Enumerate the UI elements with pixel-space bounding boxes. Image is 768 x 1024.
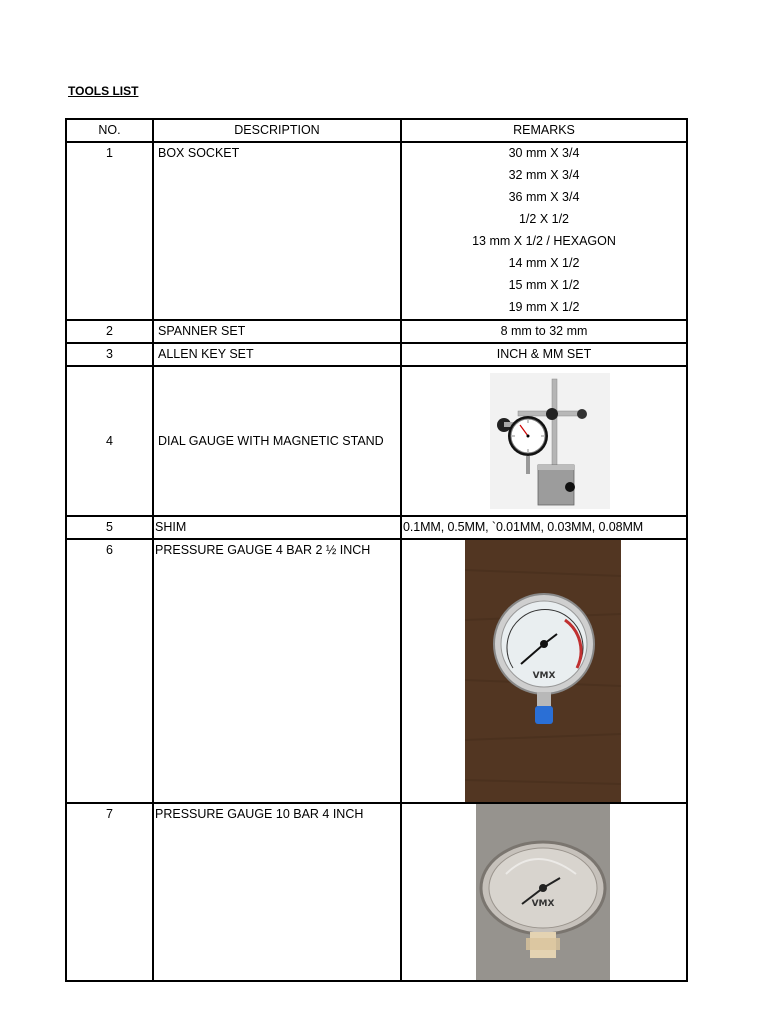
remark-line: 32 mm X 3/4 [508,168,580,182]
table-row [66,516,687,539]
table-row [66,343,687,366]
remark-line: 1/2 X 1/2 [518,212,570,226]
row-remarks [401,803,687,981]
header-remarks: REMARKS [401,119,687,142]
row-remarks: INCH & MM SET [401,343,687,366]
tools-table [65,118,688,982]
remark-line: 30 mm X 3/4 [508,146,580,160]
row-no: 3 [66,343,153,366]
row-remarks [401,366,687,516]
dial-gauge-photo [490,373,610,509]
row-description: DIAL GAUGE WITH MAGNETIC STAND [153,366,401,516]
table-row [66,320,687,343]
row-description: SPANNER SET [153,320,401,343]
row-no: 2 [66,320,153,343]
page-title: TOOLS LIST [68,84,139,98]
row-no: 6 [66,539,153,803]
row-remarks [401,142,687,320]
remark-line: 15 mm X 1/2 [508,278,580,292]
pressure-gauge-photo-1 [465,540,621,802]
row-remarks [401,539,687,803]
remark-line: 36 mm X 3/4 [508,190,580,204]
gauge-brand-label: VMX [532,671,556,681]
row-no: 7 [66,803,153,981]
row-no: 4 [66,366,153,516]
row-no: 5 [66,516,153,539]
row-remarks: 8 mm to 32 mm [401,320,687,343]
header-no: NO. [66,119,153,142]
row-description: ALLEN KEY SET [153,343,401,366]
row-remarks: 0.1MM, 0.5MM, `0.01MM, 0.03MM, 0.08MM [401,516,687,539]
remark-line: 14 mm X 1/2 [508,256,580,270]
table-row [66,803,687,981]
table-header-row [66,119,687,142]
table-row [66,366,687,516]
row-description: PRESSURE GAUGE 10 BAR 4 INCH [153,803,401,981]
row-description: PRESSURE GAUGE 4 BAR 2 ½ INCH [153,539,401,803]
row-description: BOX SOCKET [153,142,401,320]
table-row [66,142,687,320]
gauge-brand-label: VMX [531,899,555,909]
remark-line: 19 mm X 1/2 [508,300,580,314]
row-no: 1 [66,142,153,320]
remark-line: 13 mm X 1/2 / HEXAGON [472,234,616,248]
header-description: DESCRIPTION [153,119,401,142]
pressure-gauge-photo-2 [476,804,610,980]
table-row [66,539,687,803]
row-description: SHIM [153,516,401,539]
